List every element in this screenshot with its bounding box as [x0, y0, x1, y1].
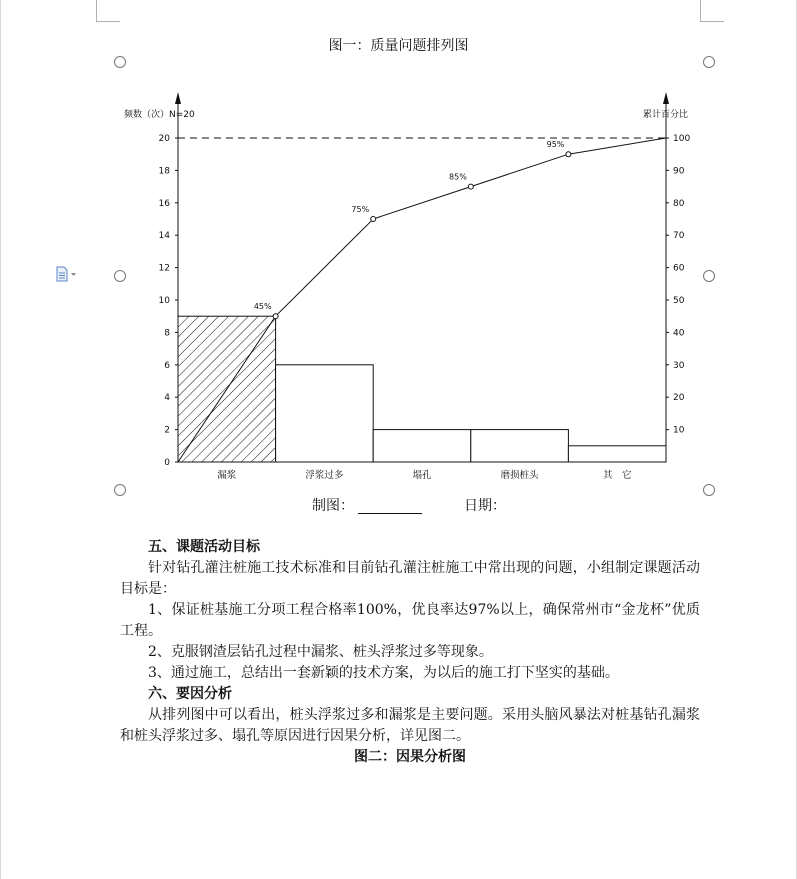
right-tick-label: 80: [673, 198, 685, 209]
left-tick-label: 14: [158, 231, 170, 242]
section5-intro: 针对钻孔灌注桩施工技术标准和目前钻孔灌注桩施工中常出现的问题，小组制定课题活动目标是：: [120, 560, 700, 597]
right-tick-label: 20: [673, 393, 685, 404]
right-axis-label: 累计百分比: [643, 110, 689, 120]
right-axis-arrow: [663, 92, 669, 104]
left-tick-label: 0: [164, 458, 170, 468]
category-label: 其 它: [602, 470, 632, 481]
right-tick-label: 100: [673, 134, 691, 144]
right-tick-label: 70: [673, 231, 685, 242]
category-label: 塌孔: [412, 470, 432, 481]
left-tick-label: 10: [158, 296, 170, 306]
bar-3: [373, 430, 471, 462]
figure2-caption: 图二：因果分析图: [354, 749, 466, 765]
right-tick-label: 90: [673, 166, 685, 177]
category-label: 漏浆: [217, 470, 237, 481]
left-tick-label: 8: [164, 328, 170, 339]
section5-body: [120, 537, 700, 768]
cumulative-point: [273, 314, 278, 319]
date-label: 日期：: [464, 498, 506, 514]
section6-heading: 六、要因分析: [148, 686, 232, 702]
cumulative-point: [468, 184, 473, 189]
left-axis-arrow: [175, 92, 181, 104]
cumulative-label: 75%: [351, 205, 370, 214]
left-tick-label: 18: [158, 166, 170, 177]
category-label: 浮浆过多: [305, 470, 344, 481]
left-axis-label: 频数（次）N=20: [124, 110, 195, 120]
signature-line: [358, 513, 422, 514]
right-tick-label: 60: [673, 263, 685, 274]
right-tick-label: 10: [673, 425, 685, 436]
cumulative-point: [371, 217, 376, 222]
cumulative-label: 95%: [546, 140, 565, 150]
bar-4: [471, 430, 569, 462]
right-tick-label: 30: [673, 360, 685, 371]
figure1-title: 图一：质量问题排列图: [328, 38, 469, 54]
section6-paragraph: 从排列图中可以看出，桩头浮浆过多和漏浆是主要问题。采用头脑风暴法对桩基钻孔漏浆和桩头浮浆过多、塌孔等原因进行因果分析，详见图二。: [120, 707, 700, 744]
right-tick-label: 50: [673, 296, 685, 306]
left-tick-label: 20: [158, 134, 170, 144]
left-tick-label: 6: [164, 360, 170, 371]
goal-item-1: 1、保证桩基施工分项工程合格率100%，优良率达97%以上，确保常州市“金龙杯”优质工程。: [120, 602, 700, 639]
left-tick-label: 4: [164, 393, 170, 404]
cumulative-label: 85%: [449, 172, 467, 182]
bar-2: [276, 365, 374, 462]
goal-item-3: 3、通过施工，总结出一套新颖的技术方案，为以后的施工打下坚实的基础。: [148, 665, 619, 681]
left-tick-label: 2: [164, 425, 170, 436]
category-label: 磨损桩头: [500, 470, 539, 481]
goal-item-2: 2、克服钢渣层钻孔过程中漏浆、桩头浮浆过多等现象。: [148, 644, 493, 660]
signature-label: 制图：: [312, 498, 354, 514]
right-tick-label: 40: [673, 328, 685, 339]
bar-5: [568, 446, 666, 462]
cumulative-point: [566, 152, 571, 157]
cumulative-label: 45%: [253, 302, 272, 312]
left-tick-label: 12: [158, 263, 170, 274]
section5-heading: 五、课题活动目标: [148, 539, 260, 555]
left-tick-label: 16: [158, 198, 170, 209]
